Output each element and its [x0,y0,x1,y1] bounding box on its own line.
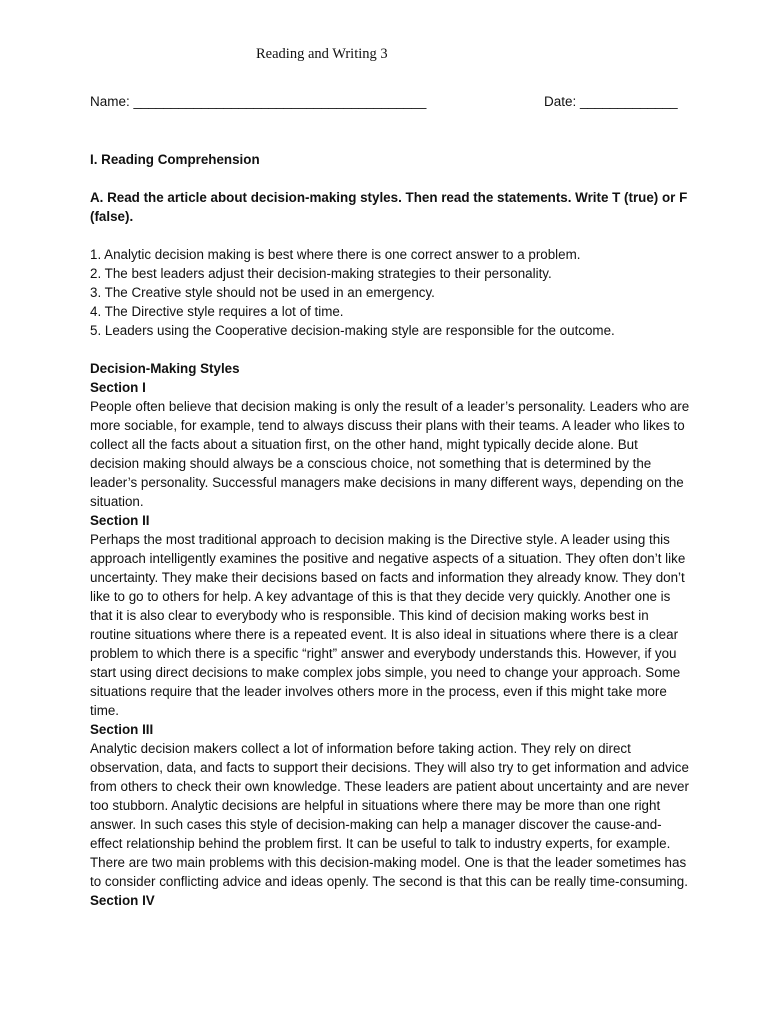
article-paragraph: Analytic decision makers collect a lot of information before taking action. They rely on direct observation, data, and facts to support their decisions. They will also try to get information and advice from others to check their own knowledge. These leaders are patient about uncertainty and are never too stubborn. Analytic decisions are helpful in situations where there may be more than one right answer. In such cases this style of decision-making can help a manager discover the cause-and-effect relationship behind the problem first. It can be useful to talk to industry experts, for example. There are two main problems with this decision-making model. One is that the leader sometimes has to consider conflicting advice and ideas openly. The second is that this can be really time-consuming. [90,741,689,889]
article-section-heading: Section I [90,380,146,395]
document-title: Reading and Writing 3 [256,46,388,62]
worksheet-content [90,150,690,910]
statement-item: 5. Leaders using the Cooperative decision-making style are responsible for the outcome. [90,323,615,338]
article-section-heading: Section III [90,722,154,737]
statement-list [90,245,690,340]
article-paragraph: Perhaps the most traditional approach to decision making is the Directive style. A leader using this approach intelligently examines the positive and negative aspects of a situation. They often don’t like uncertainty. They make their decisions based on facts and information they already know. They don’t like to go to others for help. A key advantage of this is that they decide very quickly. Another one is that it is also clear to everybody who is responsible. This kind of decision making works best in routine situations where there is a repeated event. It is also ideal in situations where there is a clear problem to which there is a specific “right” answer and everybody understands this. However, if you start using direct decisions to make complex jobs simple, you need to change your approach. Some situations require that the leader involves others more in the process, even if this might take more time. [90,532,686,718]
name-field: Name: _______________________________________ [90,94,427,109]
section-heading: I. Reading Comprehension [90,152,260,167]
date-field: Date: _____________ [544,94,678,109]
statement-item: 3. The Creative style should not be used in an emergency. [90,285,435,300]
statement-item: 2. The best leaders adjust their decision-making strategies to their personality. [90,266,552,281]
article-title: Decision-Making Styles [90,361,240,376]
article-section-heading: Section II [90,513,150,528]
instruction-text: A. Read the article about decision-making styles. Then read the statements. Write T (true) or F (false). [90,190,688,224]
article-paragraph: People often believe that decision making is only the result of a leader’s personality. Leaders who are more sociable, for example, tend to always discuss their plans with their teams. A leader who likes to collect all the facts about a situation first, on the other hand, might typically decide alone. But decision making should always be a conscious choice, not something that is determined by the leader’s personality. Successful managers make decisions in many different ways, depending on the situation. [90,399,690,509]
statement-item: 4. The Directive style requires a lot of time. [90,304,344,319]
statement-item: 1. Analytic decision making is best where there is one correct answer to a problem. [90,247,581,262]
article-section-heading: Section IV [90,893,155,908]
